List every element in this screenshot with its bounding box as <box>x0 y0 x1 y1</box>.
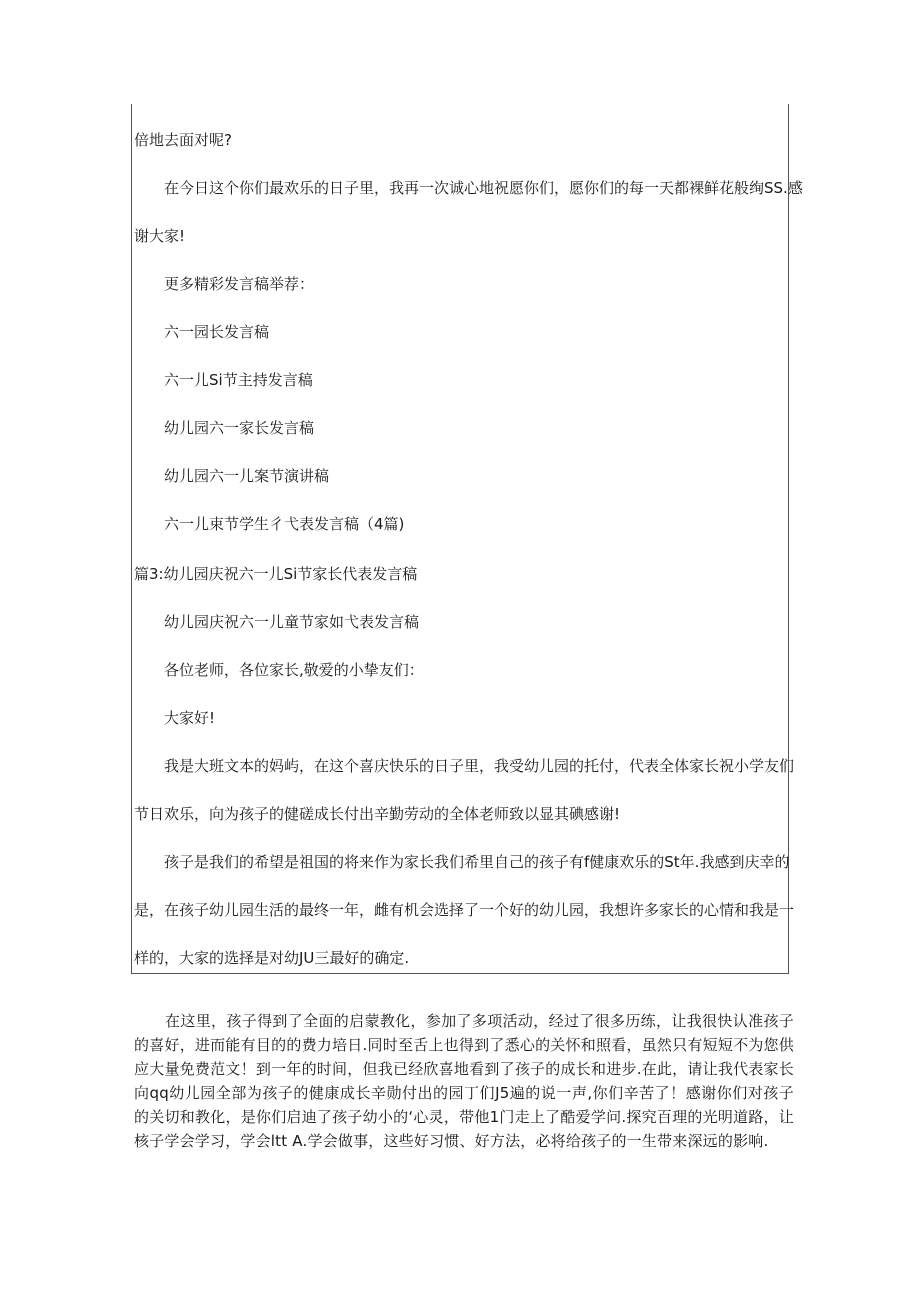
text-line: 样的，大家的选择是对幼JU三最好的确定. <box>134 949 410 967</box>
recommend-link[interactable]: 幼儿园六一家长发言稿 <box>164 419 315 437</box>
closing-section <box>134 1009 794 1153</box>
salutation: 各位老师，各位家长,敬爱的小挚友们： <box>164 661 424 679</box>
recommend-heading: 更多精彩发言稿举荐： <box>164 275 315 293</box>
text-line: 孩子是我们的希望是祖国的将来作为家长我们希里自己的孩子有f健康欢乐的St年.我感到庆幸的 <box>164 853 790 871</box>
bordered-text-box <box>131 104 803 974</box>
closing-paragraph: 在这里，孩子得到了全面的启蒙教化，参加了多项活动，经过了很多历练，让我很快认准孩子的喜好，进而能有目的的费力培日.同时至舌上也得到了悉心的关怀和照看，虽然只有短短不为您供应大量免费范文！到一年的时间，但我已经欣喜地看到了孩子的成长和进步.在此，请让我代表家长向qq幼儿园全部为孩子的健康成长辛勋付出的园丁们J5遍的说一声,你们辛苦了！感谢你们对孩子的关切和教化，是你们启迪了孩子幼小的‘心灵，带他1门走上了酷爱学问.探究百理的光明道路，让核子学会学习，学会ltt A.学会做事，这些好习惯、好方法，必将给孩子的一生带来深远的影响. <box>134 1012 794 1150</box>
text-line: 倍地去面对呢? <box>134 131 232 149</box>
text-line: 节日欢乐，向为孩子的健磋成长付出辛勤劳动的全体老师致以显其碘感谢! <box>134 805 621 823</box>
greeting: 大家好! <box>164 709 216 727</box>
text-line: 谢大家! <box>134 227 186 245</box>
speech-title: 幼儿园庆祝六一儿童节家如弋表发言稿 <box>164 613 420 631</box>
text-line: 是，在孩子幼儿园生活的最终一年，雌有机会选择了一个好的幼儿园，我想许多家长的心情和我是一 <box>134 901 795 919</box>
recommend-link[interactable]: 六一儿Si节主持发言稿 <box>164 371 313 389</box>
section-heading: 篇3:幼儿园庆祝六一儿Si节家长代表发言稿 <box>134 565 418 583</box>
recommend-link[interactable]: 幼儿园六一儿案节演讲稿 <box>164 467 330 485</box>
text-line: 在今日这个你们最欢乐的日子里，我再一次诚心地祝愿你们，愿你们的每一天都裸鲜花般绚SS.感 <box>164 179 803 197</box>
recommend-link[interactable]: 六一儿束节学生彳弋表发言稿（4篇) <box>164 515 405 533</box>
text-line: 我是大班文本的妈屿，在这个喜庆快乐的日子里，我受幼儿园的托付，代表全体家长祝小学友们 <box>164 757 795 775</box>
recommend-link[interactable]: 六一园长发言稿 <box>164 323 270 341</box>
